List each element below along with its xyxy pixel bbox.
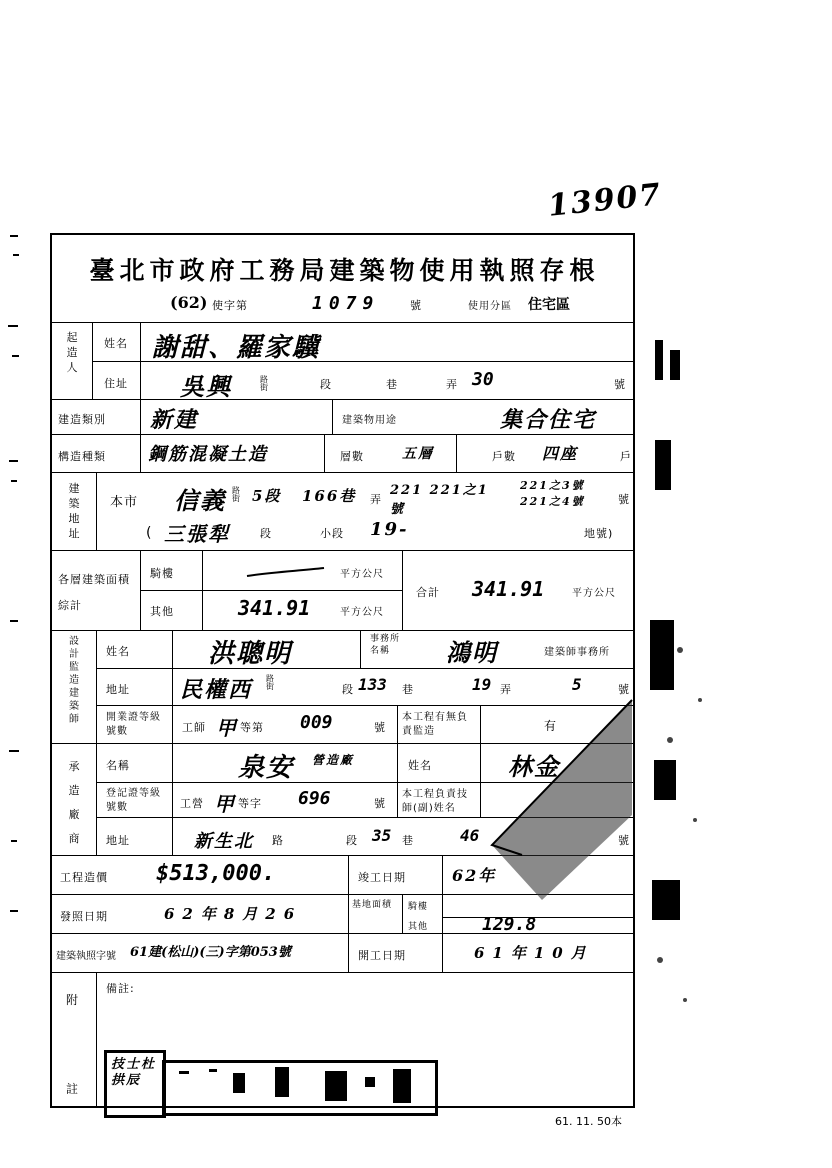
contractor-person-label: 姓名 (408, 759, 432, 772)
col-supervise-val (480, 705, 481, 743)
contractor-engineer-label: 本工程負責技師(副)姓名 (402, 789, 468, 814)
form-title: 臺北市政府工務局建築物使用執照存根 (89, 256, 600, 285)
applicant-addr-no: 號 (614, 378, 626, 391)
rule-698 (52, 933, 635, 934)
col-label (140, 322, 141, 472)
architect-addr-label: 地址 (106, 683, 130, 696)
site-land-no: 19- (370, 519, 409, 540)
architect-office-label: 事務所名稱 (370, 634, 401, 656)
col-area-label (140, 550, 141, 630)
cost-value: $513,000. (156, 861, 276, 886)
zone-label: 使用分區 (468, 301, 512, 312)
scan-artifacts-right (640, 320, 832, 1040)
col-area-total (402, 550, 403, 630)
contractor-reg-grade: 甲 (214, 792, 236, 816)
contractor-reg-label: 登記證等級號數 (106, 788, 161, 813)
structure-label: 構造種類 (58, 450, 106, 463)
contractor-addr-no-value: 46 (460, 826, 480, 845)
site-section: 5段 (252, 487, 282, 505)
floors-label: 層數 (340, 450, 364, 463)
site-numbers-right: 221之3號 221之4號 (520, 479, 585, 508)
col-remarks (96, 972, 97, 1108)
technician-stamp (104, 1050, 166, 1118)
architect-name-label: 姓名 (106, 645, 130, 658)
applicant-addr-sec: 段 (320, 378, 332, 391)
contractor-reg-word: 等字 (238, 797, 262, 810)
stamp-marks (165, 1063, 431, 1109)
col-base-sub (402, 894, 403, 933)
site-city: 本市 (110, 495, 139, 510)
construction-value: 61建(松山)(三)字第053號 (130, 945, 291, 960)
area-arcade-label: 騎樓 (150, 567, 174, 580)
architect-addr-no: 號 (618, 683, 630, 696)
site-land-section: 三張犁 (164, 522, 230, 546)
area-label: 各層建築面積綜計 (58, 573, 130, 612)
rule-737 (52, 972, 635, 973)
site-lane: 166巷 (302, 487, 357, 505)
col-use (332, 399, 333, 434)
contractor-addr-no: 號 (618, 834, 630, 847)
area-total-unit: 平方公尺 (572, 588, 616, 599)
remarks-side-bottom: 註 (66, 1082, 80, 1096)
contractor-addr-value: 新生北 (194, 831, 254, 852)
permit-number: 1079 (312, 293, 380, 314)
col-person (397, 743, 398, 817)
units-suffix: 戶 (620, 450, 632, 463)
applicant-addr-alley: 弄 (446, 378, 458, 391)
area-arcade-unit: 平方公尺 (340, 569, 384, 580)
rule-355 (140, 590, 402, 591)
folded-corner (482, 695, 637, 905)
completion-value: 62年 (452, 866, 497, 885)
site-label: 建築地址 (68, 482, 80, 540)
architect-name-value: 洪聰明 (208, 639, 293, 669)
contractor-addr-sec: 段 (346, 834, 358, 847)
site-alley: 弄 (370, 493, 382, 506)
issue-label: 發照日期 (60, 910, 108, 923)
col-date-values (442, 855, 443, 972)
contractor-addr-lane-value: 35 (372, 826, 392, 845)
architect-addr-lane: 巷 (402, 683, 414, 696)
applicant-name-label: 姓名 (104, 337, 128, 350)
architect-cert-label: 開業證等級號數 (106, 712, 161, 737)
issue-value: 62年8月26 (164, 905, 303, 923)
architect-cert-prefix: 工師 (182, 721, 206, 734)
architect-office-value: 鴻明 (446, 638, 498, 667)
units-label: 戶數 (492, 450, 516, 463)
col-units (456, 434, 457, 472)
site-land-suffix: 地號) (584, 527, 614, 540)
footer-print-note: 61. 11. 50本 (555, 1115, 622, 1128)
area-total-value: 341.91 (472, 577, 545, 601)
floors-value: 五層 (402, 446, 434, 462)
area-total-label: 合計 (416, 586, 440, 599)
architect-addr-value: 民權西 (180, 677, 253, 703)
zone-value: 住宅區 (528, 297, 570, 313)
rule-237 (52, 472, 635, 473)
col-person-val (480, 743, 481, 817)
base-label: 基地面積 (352, 900, 393, 910)
architect-office-suffix: 建築師事務所 (544, 647, 610, 658)
site-no-suffix: 號 (618, 493, 630, 506)
base-value: 129.8 (482, 914, 537, 935)
col-office (360, 630, 361, 668)
col-dates (348, 855, 349, 972)
site-street-unit: 路街 (232, 486, 241, 503)
category-label: 建造類別 (58, 413, 106, 426)
architect-addr-alley-value: 19 (472, 675, 492, 694)
col-site (96, 472, 97, 550)
approval-stamps-row (162, 1060, 438, 1116)
applicant-addr-lane: 巷 (386, 378, 398, 391)
site-road: 信義 (174, 486, 226, 515)
architect-cert-grade: 甲 (216, 716, 238, 740)
category-value: 新建 (150, 407, 199, 433)
applicant-addr-value: 吳興 (180, 372, 232, 401)
contractor-addr-street: 路 (272, 834, 284, 847)
completion-label: 竣工日期 (358, 871, 406, 884)
remarks-side-top: 附 (66, 993, 80, 1007)
applicant-addr-no-value: 30 (472, 369, 494, 390)
contractor-addr-label: 地址 (106, 834, 130, 847)
architect-section-label: 設計監造建築師 (69, 636, 79, 725)
permit-word-label: 使字第 (212, 299, 248, 312)
archive-number: 13907 (546, 177, 664, 224)
rule-682 (442, 917, 635, 918)
col-floors (324, 434, 325, 472)
cost-label: 工程造價 (60, 871, 108, 884)
applicant-name-value: 謝甜、羅家驥 (152, 333, 321, 363)
base-other-label: 其他 (408, 922, 429, 932)
structure-value: 鋼筋混凝土造 (148, 444, 268, 465)
contractor-name-suffix: 營造廠 (312, 753, 355, 767)
contractor-reg-prefix: 工營 (180, 797, 204, 810)
architect-addr-lane-value: 133 (358, 675, 387, 694)
col-supervise (397, 705, 398, 743)
architect-supervise-label: 本工程有無負責監造 (402, 712, 468, 737)
site-land-prefix: ( (146, 525, 153, 541)
architect-addr-street: 路街 (266, 674, 275, 691)
contractor-name-label: 名稱 (106, 759, 130, 772)
site-land-sub: 小段 (320, 527, 344, 540)
area-other-value: 341.91 (238, 596, 311, 620)
base-arcade-label: 騎樓 (408, 902, 429, 912)
remarks-label: 備註: (106, 982, 135, 995)
use-label: 建築物用途 (342, 415, 397, 426)
start-label: 開工日期 (358, 949, 406, 962)
architect-cert-word: 等第 (240, 721, 264, 734)
contractor-reg-value: 696 (298, 788, 331, 809)
start-value: 61年10月 (474, 944, 594, 962)
architect-supervise-value: 有 (544, 719, 558, 733)
rule-433 (96, 668, 635, 669)
area-other-unit: 平方公尺 (340, 607, 384, 618)
contractor-section-label: 承造廠商 (68, 760, 80, 845)
permit-suffix: 號 (410, 299, 422, 312)
site-land-sec: 段 (260, 527, 272, 540)
construction-label: 建築執照字號 (56, 951, 116, 962)
site-numbers: 221 221之1號 (390, 483, 489, 517)
architect-addr-sec: 段 (342, 683, 354, 696)
contractor-reg-suffix: 號 (374, 797, 386, 810)
scan-artifacts-left (4, 230, 22, 930)
applicant-addr-street: 路街 (260, 375, 269, 392)
col-firms (96, 630, 97, 855)
permit-form (50, 233, 635, 1108)
contractor-addr-lane: 巷 (402, 834, 414, 847)
architect-addr-no-value: 5 (572, 675, 582, 694)
col-area-sub (202, 550, 203, 630)
area-other-label: 其他 (150, 605, 174, 618)
contractor-person-value: 林金 (508, 752, 560, 781)
units-value: 四座 (542, 444, 579, 463)
permit-prefix: (62) (170, 293, 208, 312)
stamp-text: 技士杜拱辰 (111, 1057, 157, 1088)
area-arcade-dash (242, 562, 332, 580)
use-value: 集合住宅 (500, 407, 597, 433)
architect-cert-suffix: 號 (374, 721, 386, 734)
architect-cert-value: 009 (300, 712, 333, 733)
col-firm-labels (172, 630, 173, 855)
rule-395 (52, 630, 635, 631)
applicant-section-label: 起造人 (66, 331, 78, 374)
col-applicant (92, 322, 93, 399)
architect-addr-alley: 弄 (500, 683, 512, 696)
applicant-addr-label: 住址 (104, 377, 128, 390)
contractor-name-value: 泉安 (238, 753, 295, 783)
